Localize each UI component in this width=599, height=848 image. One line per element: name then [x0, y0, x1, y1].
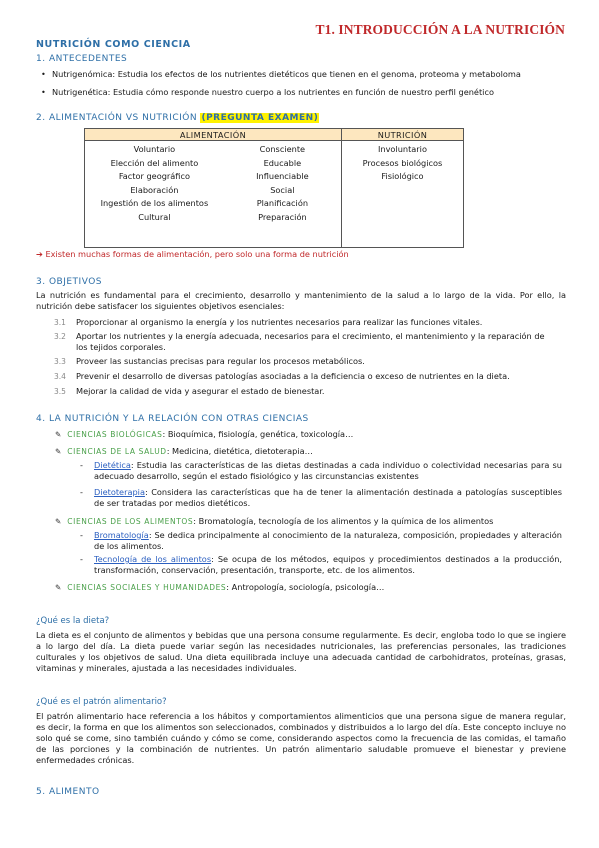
table-cell: Elección del alimento	[110, 157, 199, 168]
definition-dietetica	[94, 460, 562, 482]
alimentacion-cell-left	[85, 141, 224, 248]
table-cell: Factor geográfico	[118, 171, 190, 182]
pin-icon: ✎	[55, 430, 62, 439]
table-cell: Fisiológico	[381, 171, 424, 182]
item-text: Mejorar la calidad de vida y asegurar el estado de bienestar.	[76, 386, 325, 396]
definition-dietoterapia	[94, 487, 562, 509]
category-alimentos	[55, 516, 493, 526]
table-cell: Elaboración	[130, 184, 179, 195]
category-sociales	[55, 582, 384, 592]
main-heading: NUTRICIÓN COMO CIENCIA	[36, 39, 191, 50]
table-cell: Influenciable	[256, 171, 309, 182]
table-cell: Social	[270, 184, 295, 195]
category-label: CIENCIAS BIOLÓGICAS	[67, 430, 163, 439]
list-item	[54, 356, 551, 367]
category-biologicas	[55, 429, 353, 439]
comparison-table	[84, 128, 464, 248]
definition-text: : Estudia las características de las dietas destinadas a cada individuo o colectividad necesarias para su adecuado desarrollo, según el estado fisiológico y las circunstancias existentes	[94, 460, 562, 481]
answer-dieta: La dieta es el conjunto de alimentos y bebidas que una persona consume regularmente. Es decir, engloba todo lo que se ingiere a lo largo del día. La dieta puede variar según las necesidades nutricionales, las preferencias personales, las tradiciones culturales y los objetivos de salud. Una dieta equilibrada incluye una adecuada cantidad de carbohidratos, proteínas, grasas, vitaminas y minerales, ajustada a las necesidades individuales.	[36, 630, 566, 673]
table-cell: Educable	[263, 157, 302, 168]
page-title: T1. INTRODUCCIÓN A LA NUTRICIÓN	[315, 22, 565, 37]
item-number: 3.5	[54, 387, 66, 396]
item-text: Proveer las sustancias precisas para regular los procesos metabólicos.	[76, 356, 365, 366]
definition-tecnologia	[94, 554, 562, 576]
table-cell: Voluntario	[133, 144, 176, 154]
table-cell: Consciente	[259, 144, 306, 154]
section-4-heading: 4. LA NUTRICIÓN Y LA RELACIÓN CON OTRAS CIENCIAS	[36, 414, 309, 424]
nutricion-cell	[341, 141, 463, 248]
item-number: 3.2	[54, 332, 66, 341]
category-label: CIENCIAS SOCIALES Y HUMANIDADES	[67, 583, 227, 592]
section-2-heading	[36, 113, 319, 123]
table-cell: Planificación	[256, 198, 309, 209]
category-salud	[55, 446, 313, 456]
table-header-alimentacion: ALIMENTACIÓN	[85, 129, 342, 141]
section-3-heading: 3. OBJETIVOS	[36, 277, 102, 287]
alimentacion-cell-right	[224, 141, 342, 248]
term-link[interactable]: Tecnología de los alimentos	[94, 554, 212, 564]
term-link[interactable]: Bromatología	[94, 530, 149, 540]
section-1-heading: 1. ANTECEDENTES	[36, 54, 128, 64]
item-number: 3.1	[54, 318, 66, 327]
list-item: • Nutrigenética: Estudia cómo responde nuestro cuerpo a los nutrientes en función de nuestro perfil genético	[52, 86, 494, 98]
section-5-heading: 5. ALIMENTO	[36, 787, 100, 797]
term-link[interactable]: Dietética	[94, 460, 131, 470]
list-item	[54, 386, 551, 397]
pin-icon: ✎	[55, 447, 62, 456]
question-dieta: ¿Qué es la dieta?	[36, 616, 110, 626]
definition-text: : Se dedica principalmente al conocimiento de la naturaleza, composición, propiedades y alteración de los alimentos.	[94, 530, 562, 551]
item-number: 3.4	[54, 372, 66, 381]
category-label: CIENCIAS DE LOS ALIMENTOS	[67, 517, 194, 526]
exam-highlight: (PREGUNTA EXAMEN)	[201, 113, 319, 123]
category-text: : Bioquímica, fisiología, genética, toxicología…	[162, 429, 354, 439]
item-text: Proporcionar al organismo la energía y los nutrientes necesarios para realizar las funciones vitales.	[76, 317, 483, 327]
objetivos-intro: La nutrición es fundamental para el crecimiento, desarrollo y mantenimiento de la salud a lo largo de la vida. Por ello, la nutrición debe satisfacer los siguientes objetivos esenciales:	[36, 290, 566, 311]
list-item	[54, 371, 551, 382]
item-text: Aportar los nutrientes y la energía adecuada, necesarios para el crecimiento, el mantenimiento y la reparación de los tejidos corporales.	[76, 331, 545, 352]
pin-icon: ✎	[55, 583, 62, 592]
table-cell: Ingestión de los alimentos	[100, 198, 209, 209]
list-item	[54, 331, 551, 353]
question-patron: ¿Qué es el patrón alimentario?	[36, 697, 167, 707]
term-link[interactable]: Dietoterapia	[94, 487, 145, 497]
answer-patron: El patrón alimentario hace referencia a los hábitos y comportamientos alimenticios que una persona sigue de manera regular, es decir, la forma en que los alimentos son seleccionados, combinados y distribuidos a lo largo del día. Este concepto incluye no solo qué se come, sino también cuándo y cómo se come, considerando aspectos como la frecuencia de las comidas, el tamaño de las porciones y la combinación de nutrientes. Un patrón alimentario saludable promueve el bienestar y previene enfermedades crónicas.	[36, 711, 566, 765]
section-2-title: 2. ALIMENTACIÓN VS NUTRICIÓN	[36, 113, 201, 123]
table-cell: Involuntario	[377, 144, 427, 154]
category-text: : Antropología, sociología, psicología…	[226, 582, 385, 592]
item-text: Prevenir el desarrollo de diversas patologías asociadas a la deficiencia o exceso de nutrientes en la dieta.	[76, 371, 510, 381]
list-item	[54, 317, 551, 328]
category-text: : Medicina, dietética, dietoterapia…	[166, 446, 313, 456]
table-cell: Procesos biológicos	[362, 157, 443, 168]
pin-icon: ✎	[55, 517, 62, 526]
list-item: • Nutrigenómica: Estudia los efectos de los nutrientes dietéticos que tienen en el genoma, proteoma y metaboloma	[52, 68, 521, 80]
category-text: : Bromatología, tecnología de los alimentos y la química de los alimentos	[193, 516, 494, 526]
table-cell: Cultural	[138, 211, 171, 222]
definition-text: : Considera las características que ha de tener la alimentación destinada a patologías susceptibles de ser tratadas por medios dietéticos.	[94, 487, 562, 508]
table-cell: Preparación	[258, 211, 307, 222]
item-number: 3.3	[54, 357, 66, 366]
definition-text: : Se ocupa de los métodos, equipos y procedimientos destinados a la producción, transformación, conservación, presentación, transporte, etc. de los alimentos.	[94, 554, 562, 575]
table-header-nutricion: NUTRICIÓN	[341, 129, 463, 141]
category-label: CIENCIAS DE LA SALUD	[67, 447, 167, 456]
definition-bromatologia	[94, 530, 562, 552]
alimentacion-note: ➔ Existen muchas formas de alimentación, pero solo una forma de nutrición	[36, 249, 349, 259]
